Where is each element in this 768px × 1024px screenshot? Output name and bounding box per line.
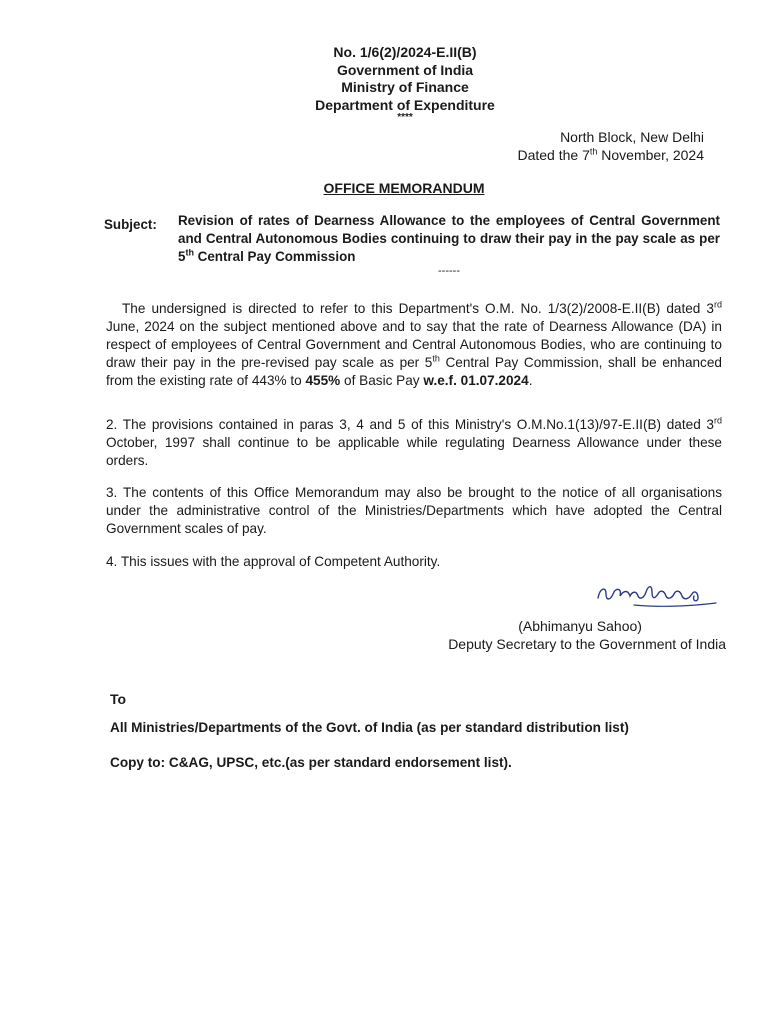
subject-label: Subject: xyxy=(104,217,157,232)
memo-title: OFFICE MEMORANDUM xyxy=(323,180,485,196)
subject-text-main: Revision of rates of Dearness Allowance to the employees of Central Government and Central Autonomous Bodies continuing to draw their pay in the pay scale as per 5 xyxy=(178,213,720,264)
date-line xyxy=(517,146,704,164)
ministry-name: Ministry of Finance xyxy=(341,79,469,95)
para1-text-d: of Basic Pay xyxy=(340,373,424,388)
file-number: No. 1/6(2)/2024-E.II(B) xyxy=(333,44,477,60)
date-sup: th xyxy=(589,146,598,157)
department-name: Department of Expenditure xyxy=(315,96,495,113)
para1-text-c: Central Pay Commission, shall be enhanced from the existing rate of 443% to xyxy=(106,355,722,388)
paragraph-3: 3. The contents of this Office Memorandum may also be brought to the notice of all organisations under the administrative control of the Ministries/Departments which have adopted the Central Government scales of pay. xyxy=(106,485,722,536)
place-and-date xyxy=(517,128,704,164)
para1-sup1: rd xyxy=(713,299,722,310)
para2-sup: rd xyxy=(713,415,722,426)
subject-text-end: Central Pay Commission xyxy=(193,249,356,264)
signatory xyxy=(448,617,726,653)
signatory-designation: Deputy Secretary to the Government of India xyxy=(448,636,726,652)
subject-sup: th xyxy=(185,247,194,258)
signatory-name: (Abhimanyu Sahoo) xyxy=(518,618,642,634)
para1-text-b: June, 2024 on the subject mentioned above and to say that the rate of Dearness Allowance (DA) in respect of employees of Central Government and Central Autonomous Bodies, who are continuing to draw their pay in the pre-revised pay scale as per 5 xyxy=(106,319,722,370)
date-suffix: November, 2024 xyxy=(597,147,704,163)
subject-block xyxy=(104,212,720,276)
para1-text-a: The undersigned is directed to refer to this Department's O.M. No. 1/3(2)/2008-E.II(B) dated 3 xyxy=(122,301,714,316)
copy-to-line: Copy to: C&AG, UPSC, etc.(as per standard endorsement list). xyxy=(110,755,512,770)
government-name: Government of India xyxy=(336,61,474,78)
location: North Block, New Delhi xyxy=(560,129,704,145)
para1-effective-date: w.e.f. 01.07.2024 xyxy=(423,373,529,388)
para1-text-e: . xyxy=(528,373,533,388)
distribution-list: All Ministries/Departments of the Govt. of India (as per standard distribution list) xyxy=(110,720,629,735)
para2-text-a: 2. The provisions contained in paras 3, 4 and 5 of this Ministry's O.M.No.1(13)/97-E.II(B) dated 3 xyxy=(106,417,714,432)
to-label: To xyxy=(110,691,127,707)
paragraph-4: 4. This issues with the approval of Competent Authority. xyxy=(106,554,441,569)
date-prefix: Dated the 7 xyxy=(517,147,590,163)
para2-text-b: October, 1997 shall continue to be applicable while regulating Dearness Allowance under these orders. xyxy=(106,435,722,468)
handwritten-signature-icon xyxy=(594,578,722,612)
para1-new-rate: 455% xyxy=(305,373,341,388)
document-header xyxy=(290,44,520,122)
paragraph-1 xyxy=(106,300,722,390)
paragraph-2 xyxy=(106,416,722,470)
header-stars: **** xyxy=(397,112,413,123)
subject-dashes: ------ xyxy=(438,265,460,277)
subject-text xyxy=(178,212,720,266)
para1-sup2: th xyxy=(432,353,440,364)
